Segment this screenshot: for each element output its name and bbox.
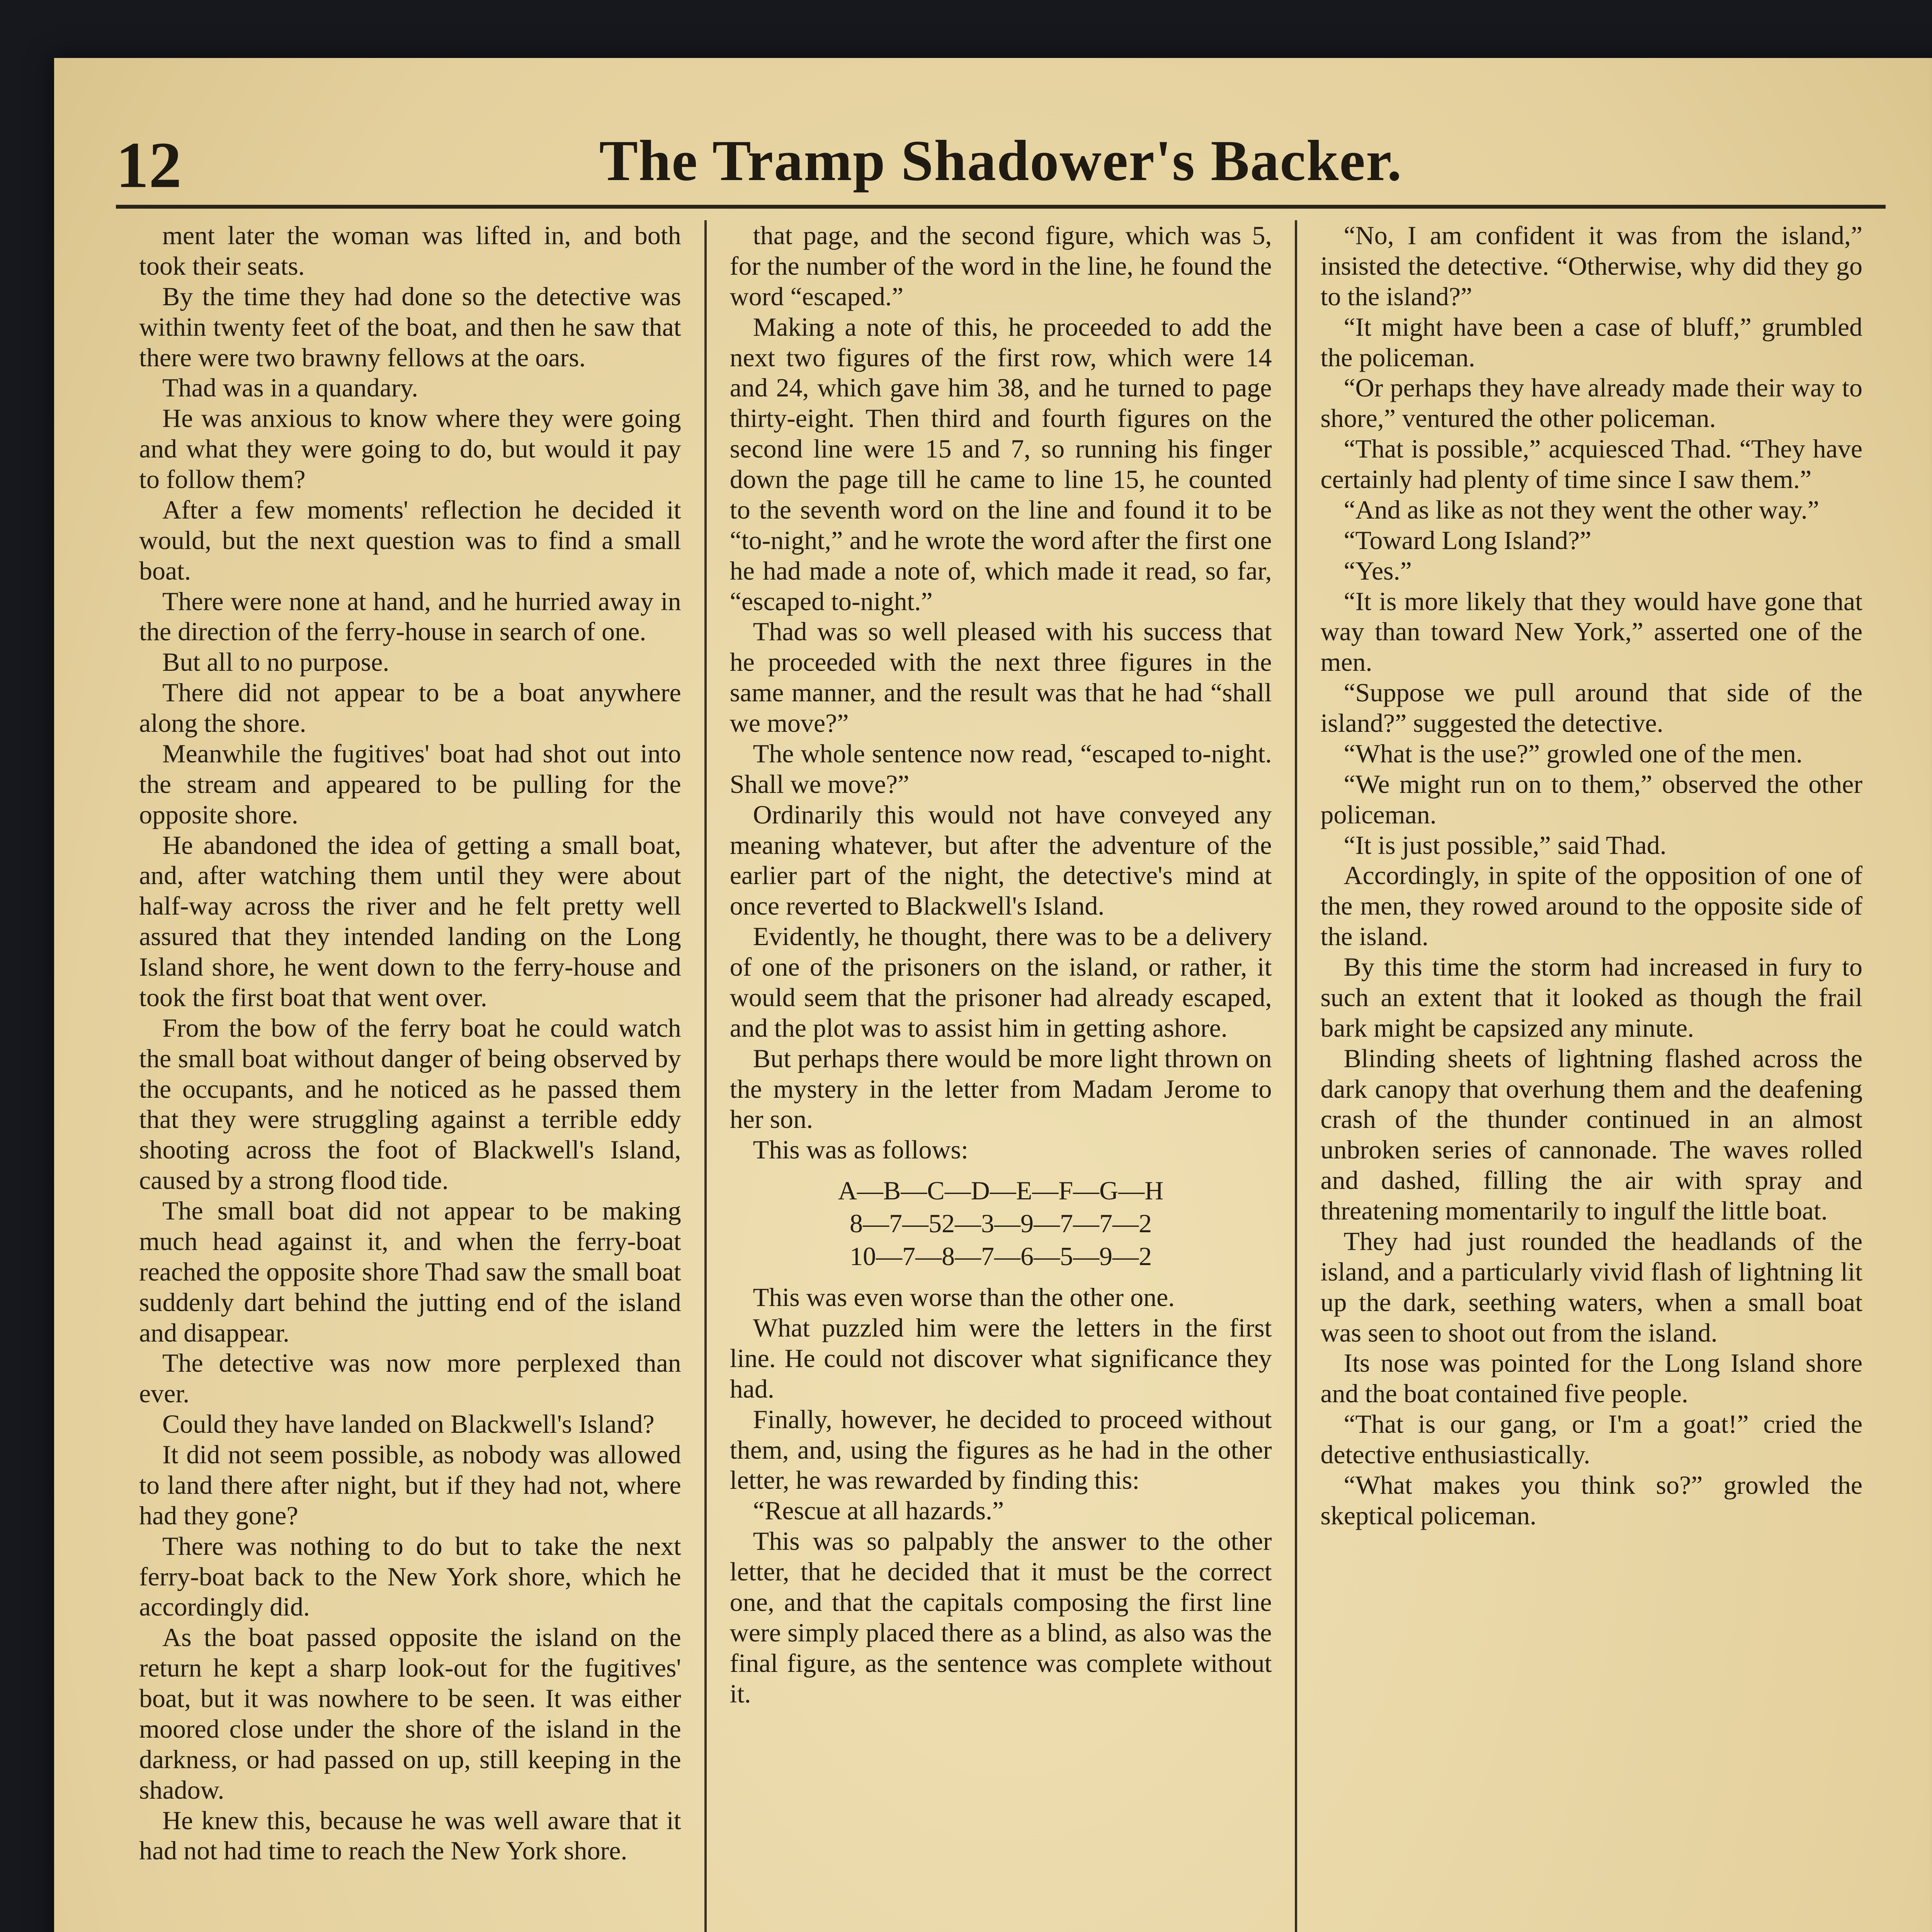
- paragraph: By this time the storm had increased in fury to such an extent that it looked as though the frail bark might be capsized any minute.: [1320, 952, 1863, 1043]
- paragraph: ment later the woman was lifted in, and both took their seats.: [139, 221, 681, 281]
- paragraph: “Yes.”: [1344, 556, 1412, 585]
- paragraph: “That is our gang, or I'm a goat!” cried the detective enthusiastically.: [1320, 1409, 1863, 1469]
- page-header: [116, 112, 1886, 209]
- paragraph: “It might have been a case of bluff,” grumbled the policeman.: [1320, 312, 1863, 372]
- cipher-row: 10—7—8—7—6—5—9—2: [850, 1242, 1152, 1271]
- paragraph: He abandoned the idea of getting a small boat, and, after watching them until they were about half-way across the river and he felt pretty well assured that they intended landing on the Long Island shore, he went down to the ferry-house and took the first boat that went over.: [139, 830, 681, 1012]
- paragraph: What puzzled him were the letters in the first line. He could not discover what significance they had.: [730, 1313, 1272, 1403]
- paragraph: “That is possible,” acquiesced Thad. “They have certainly had plenty of time since I saw them.”: [1320, 434, 1863, 494]
- paragraph: He knew this, because he was well aware that it had not had time to reach the New York shore.: [139, 1805, 681, 1866]
- cipher-row: A—B—C—D—E—F—G—H: [838, 1176, 1164, 1206]
- column-1: [116, 220, 704, 1932]
- page-number: 12: [116, 129, 182, 201]
- paragraph: As the boat passed opposite the island on the return he kept a sharp look-out for the fugitives' boat, but it was nowhere to be seen. It was either moored close under the shore of the island in the darkness, or had passed on up, still keeping in the shadow.: [139, 1622, 681, 1804]
- paragraph: Thad was in a quandary.: [162, 373, 418, 403]
- paragraph: “It is more likely that they would have gone that way than toward New York,” asserted one of the men.: [1320, 586, 1863, 677]
- paragraph: “We might run on to them,” observed the other policeman.: [1320, 769, 1863, 829]
- paragraph: “It is just possible,” said Thad.: [1344, 830, 1667, 860]
- paragraph: From the bow of the ferry boat he could watch the small boat without danger of being observed by the occupants, and he noticed as he passed them that they were struggling against a terrible eddy shooting across the foot of Blackwell's Island, caused by a strong flood tide.: [139, 1013, 681, 1195]
- cipher-row: 8—7—52—3—9—7—7—2: [850, 1209, 1152, 1238]
- paragraph: Could they have landed on Blackwell's Island?: [162, 1409, 655, 1439]
- magazine-page: [54, 58, 1932, 1932]
- column-3: [1295, 220, 1886, 1932]
- paragraph: There were none at hand, and he hurried away in the direction of the ferry-house in search of one.: [139, 586, 681, 646]
- paragraph: The whole sentence now read, “escaped to-night. Shall we move?”: [730, 738, 1272, 799]
- paragraph: Making a note of this, he proceeded to add the next two figures of the first row, which were 14 and 24, which gave him 38, and he turned to page thirty-eight. Then third and fourth figures on the second line were 15 and 7, so running his finger down the page till he came to line 15, he counted to the seventh word on the line and found it to be “to-night,” and he wrote the word after the first one he had made a note of, which made it read, so far, “escaped to-night.”: [730, 312, 1272, 616]
- cipher-table: [730, 1174, 1272, 1273]
- paragraph: “Rescue at all hazards.”: [753, 1496, 1004, 1526]
- paragraph: “Or perhaps they have already made their way to shore,” ventured the other policeman.: [1320, 373, 1863, 433]
- paragraph: Accordingly, in spite of the opposition of one of the men, they rowed around to the opposite side of the island.: [1320, 861, 1863, 951]
- paragraph: Its nose was pointed for the Long Island shore and the boat contained five people.: [1320, 1348, 1863, 1408]
- paragraph: “Toward Long Island?”: [1344, 525, 1592, 555]
- paragraph: After a few moments' reflection he decided it would, but the next question was to find a small boat.: [139, 495, 681, 585]
- paragraph: “Suppose we pull around that side of the island?” suggested the detective.: [1320, 678, 1863, 738]
- paragraph: “No, I am confident it was from the island,” insisted the detective. “Otherwise, why did they go to the island?”: [1320, 221, 1863, 311]
- paragraph: that page, and the second figure, which was 5, for the number of the word in the line, he found the word “escaped.”: [730, 221, 1272, 311]
- paragraph: But all to no purpose.: [162, 647, 389, 677]
- paragraph: This was so palpably the answer to the other letter, that he decided that it must be the correct one, and that the capitals composing the first line were simply placed there as a blind, as also was the final figure, as the sentence was complete without it.: [730, 1526, 1272, 1708]
- paragraph: The small boat did not appear to be making much head against it, and when the ferry-boat reached the opposite shore Thad saw the small boat suddenly dart behind the jutting end of the island and disappear.: [139, 1196, 681, 1347]
- page-title: The Tramp Shadower's Backer.: [599, 129, 1403, 193]
- paragraph: This was as follows:: [753, 1135, 968, 1165]
- paragraph: “What is the use?” growled one of the men.: [1344, 738, 1803, 768]
- paragraph: The detective was now more perplexed than ever.: [139, 1348, 681, 1408]
- paragraph: There was nothing to do but to take the next ferry-boat back to the New York shore, which he accordingly did.: [139, 1531, 681, 1622]
- paragraph: Ordinarily this would not have conveyed any meaning whatever, but after the adventure of the earlier part of the night, the detective's mind at once reverted to Blackwell's Island.: [730, 799, 1272, 921]
- column-2: [704, 220, 1295, 1932]
- paragraph: This was even worse than the other one.: [753, 1282, 1175, 1312]
- paragraph: They had just rounded the headlands of the island, and a particularly vivid flash of lightning lit up the dark, seething waters, when a small boat was seen to shoot out from the island.: [1320, 1226, 1863, 1347]
- paragraph: There did not appear to be a boat anywhere along the shore.: [139, 678, 681, 738]
- paragraph: Blinding sheets of lightning flashed across the dark canopy that overhung them and the deafening crash of the thunder continued in an almost unbroken series of cannonade. The waves rolled and dashed, filling the air with spray and threatening momentarily to ingulf the little boat.: [1320, 1043, 1863, 1225]
- paragraph: Evidently, he thought, there was to be a delivery of one of the prisoners on the island, or rather, it would seem that the prisoner had already escaped, and the plot was to assist him in getting ashore.: [730, 922, 1272, 1043]
- paragraph: It did not seem possible, as nobody was allowed to land there after night, but if they had not, where had they gone?: [139, 1440, 681, 1530]
- page-spine-shadow: [1928, 58, 1932, 1932]
- paragraph: “What makes you think so?” growled the skeptical policeman.: [1320, 1470, 1863, 1530]
- paragraph: Thad was so well pleased with his success that he proceeded with the next three figures in the same manner, and the result was that he had “shall we move?”: [730, 617, 1272, 738]
- text-columns: [116, 220, 1886, 1932]
- paragraph: Finally, however, he decided to proceed without them, and, using the figures as he had in the other letter, he was rewarded by finding this:: [730, 1404, 1272, 1495]
- paragraph: Meanwhile the fugitives' boat had shot out into the stream and appeared to be pulling for the opposite shore.: [139, 738, 681, 829]
- paragraph: But perhaps there would be more light thrown on the mystery in the letter from Madam Jerome to her son.: [730, 1043, 1272, 1134]
- paragraph: By the time they had done so the detective was within twenty feet of the boat, and then he saw that there were two brawny fellows at the oars.: [139, 281, 681, 372]
- paragraph: “And as like as not they went the other way.”: [1344, 495, 1819, 524]
- paragraph: He was anxious to know where they were going and what they were going to do, but would it pay to follow them?: [139, 403, 681, 494]
